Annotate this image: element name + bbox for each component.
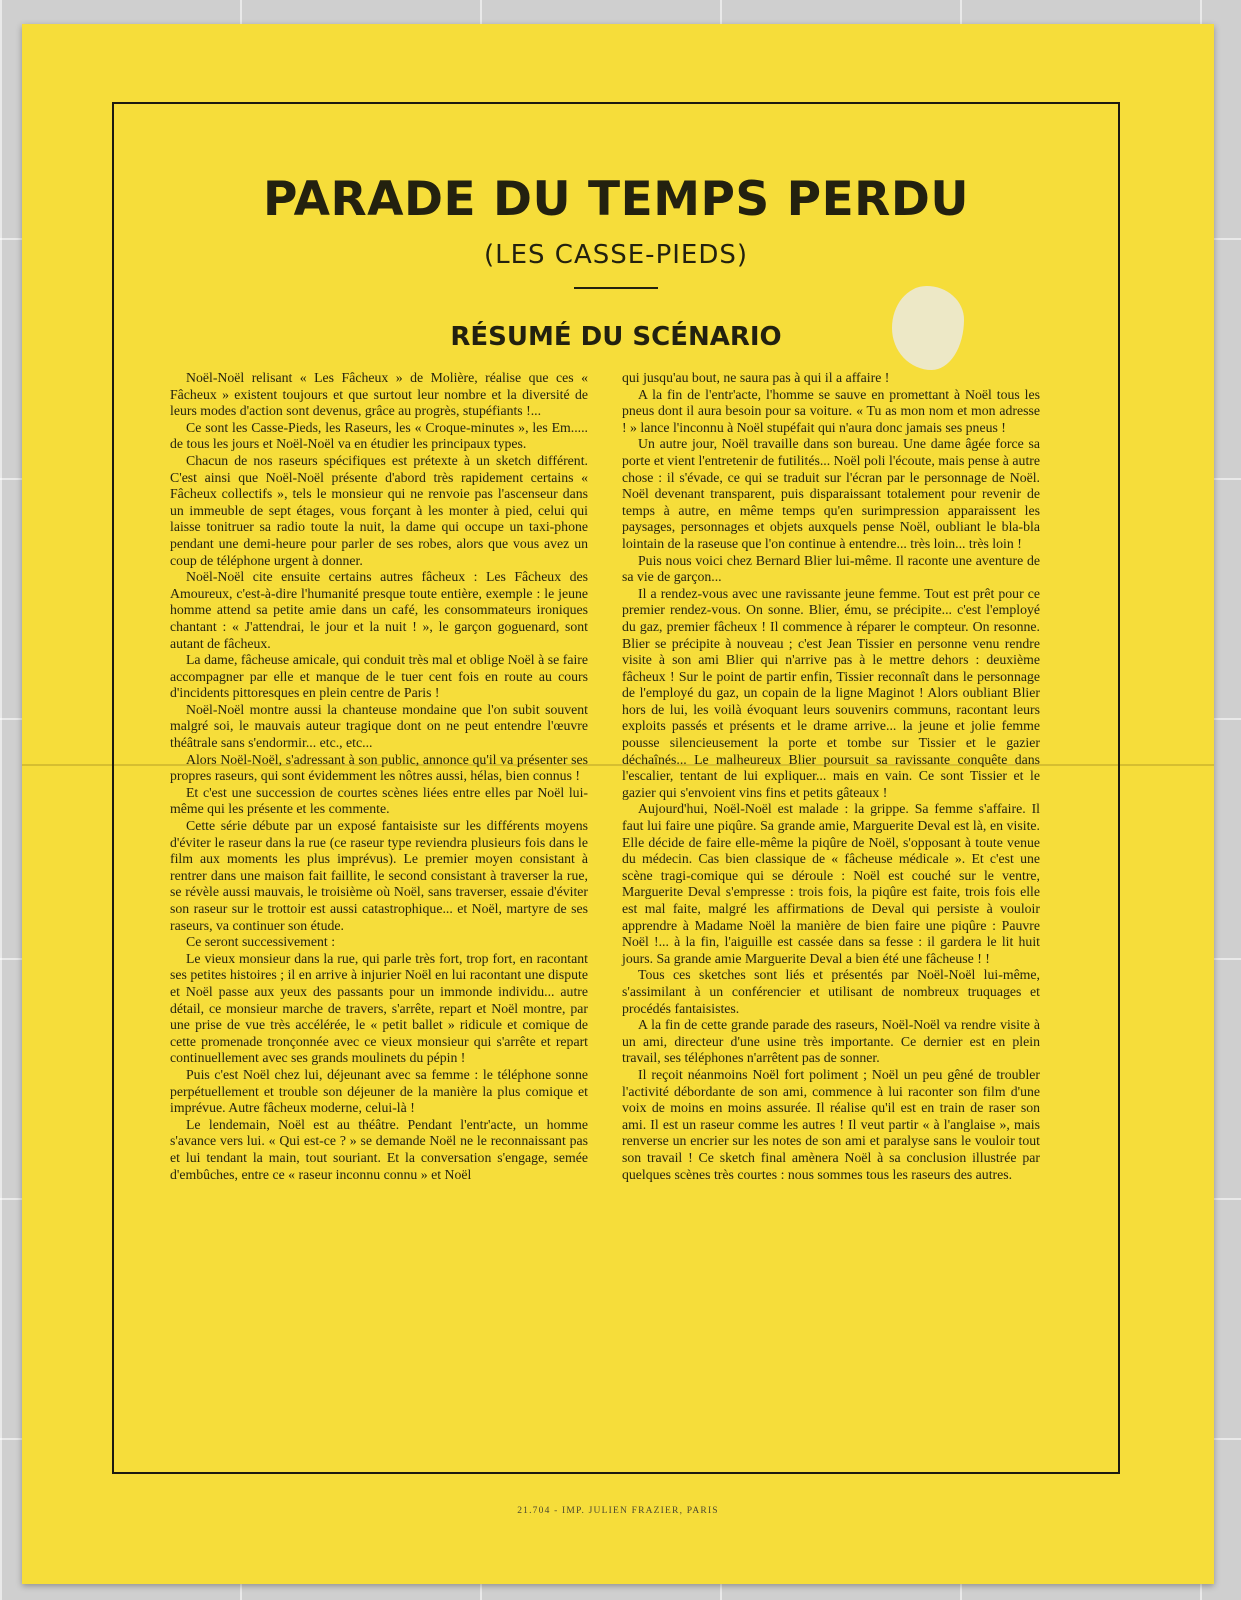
paragraph: A la fin de l'entr'acte, l'homme se sauve en promettant à Noël tous les pneus dont il aura besoin pour sa voiture. « Tu as mon nom et mon adresse ! » lance l'inconnu à Noël stupéfait qui n'aura donc jamais ses pneus ! — [622, 386, 1040, 435]
printer-imprint: 21.704 - IMP. JULIEN FRAZIER, PARIS — [517, 1506, 719, 1516]
paragraph: La dame, fâcheuse amicale, qui conduit très mal et oblige Noël à se faire accompagner par elle et manque de le tuer cent fois en route au cours d'incidents pittoresques en plein centre de Paris ! — [170, 652, 588, 701]
paragraph: Tous ces sketches sont liés et présentés par Noël-Noël lui-même, s'assimilant à un conférencier et utilisant de nombreux truquages et procédés fantaisistes. — [622, 967, 1040, 1016]
paragraph: Alors Noël-Noël, s'adressant à son public, annonce qu'il va présenter ses propres raseurs, qui sont évidemment les nôtres aussi, hélas, bien connus ! — [170, 751, 588, 784]
paragraph: Le vieux monsieur dans la rue, qui parle très fort, trop fort, en racontant ses petites histoires ; il en arrive à injurier Noël en lui racontant une dispute et Noël passe aux yeux des passants pour un immonde individu... autre détail, ce monsieur marche de travers, s'arrête, repart et Noël montre, par une prise de vue très accélérée, le « petit ballet » ridicule et comique de cette promenade tronçonnée avec ce vieux monsieur qui s'arrête et repart continuellement avec ses grands moulinets du pépin ! — [170, 950, 588, 1066]
paragraph: Un autre jour, Noël travaille dans son bureau. Une dame âgée force sa porte et vient l'entretenir de futilités... Noël poli l'écoute, mais pense à autre chose : il s'évade, ce qui se traduit sur l'écran par le personnage de Noël. Noël devenant transparent, puis disparaissant totalement pour revenir de temps à autre, en même temps qu'en surimpression apparaissent les paysages, personnages et objets auxquels pense Noël, oubliant le bla-bla lointain de la raseuse que l'on continue à entendre... très loin... très loin ! — [622, 436, 1040, 551]
paragraph-continuation: qui jusqu'au bout, ne saura pas à qui il a affaire ! — [622, 370, 890, 385]
title-divider — [574, 287, 658, 289]
paragraph: A la fin de cette grande parade des raseurs, Noël-Noël va rendre visite à un ami, directeur d'une usine très importante. Ce dernier est en plein travail, ses téléphones n'arrêtent pas de sonner. — [622, 1017, 1040, 1066]
paragraph: Puis c'est Noël chez lui, déjeunant avec sa femme : le téléphone sonne perpétuellement et trouble son déjeuner de la manière la plus comique et imprévue. Autre fâcheux moderne, celui-là ! — [170, 1066, 588, 1116]
left-text-column — [170, 370, 588, 1183]
paragraph: Ce seront successivement : — [186, 934, 336, 950]
paragraph: Chacun de nos raseurs spécifiques est prétexte à un sketch différent. C'est ainsi que Noël-Noël présente d'abord très rapidement certains « Fâcheux collectifs », tels le monsieur qui ne renvoie pas l'ascenseur dans un immeuble de sept étages, vous forçant à les monter à pied, celui qui laisse tonitruer sa radio toute la nuit, la dame qui occupe un taxi-phone pendant une demi-heure pour parler de ses robes, alors que vous avez un coup de téléphone urgent à donner. — [170, 452, 588, 568]
right-text-column — [622, 370, 1040, 1183]
paragraph: Noël-Noël cite ensuite certains autres fâcheux : Les Fâcheux des Amoureux, c'est-à-dire l'humanité presque toute entière, exemple : le jeune homme attend sa petite amie dans un café, les consommateurs ironiques chantant : « J'attendrai, le jour et la nuit ! », le garçon goguenard, sont autant de fâcheux. — [170, 569, 588, 651]
paragraph: Le lendemain, Noël est au théâtre. Pendant l'entr'acte, un homme s'avance vers lui. « Qui est-ce ? » se demande Noël ne le reconnaissant pas et lui tendant la main, tout souriant. Et la conversation s'engage, semée d'embûches, entre ce « raseur inconnu connu » et Noël — [170, 1116, 588, 1182]
section-heading: RÉSUMÉ DU SCÉNARIO — [450, 322, 782, 352]
paragraph: Il a rendez-vous avec une ravissante jeune femme. Tout est prêt pour ce premier rendez-vous. On sonne. Blier, ému, se précipite... c'est l'employé du gaz, premier fâcheux ! Il commence à réparer le compteur. On resonne. Blier se précipite à nouveau ; c'est Jean Tissier en personne venu rendre visite à son ami Blier qui n'arrive pas à le mettre dehors : deuxième fâcheux ! Sur le point de partir enfin, Tissier reconnaît dans le personnage de l'employé du gaz, un copain de la ligne Maginot ! Alors oubliant Blier hors de lui, les voilà évoquant leurs souvenirs communs, racontant leurs exploits passés et présents et le drame arrive... la jeune et jolie femme pousse silencieusement la porte et tombe sur Tissier et le gazier déchaînés... Le malheureux Blier poursuit sa ravissante conquête dans l'escalier, tentant de lui expliquer... mais en vain. Ce sont Tissier et le gazier qui s'envoient vins fins et petits gâteaux ! — [622, 585, 1040, 800]
paragraph: Il reçoit néanmoins Noël fort poliment ; Noël un peu gêné de troubler l'activité débordante de son ami, commence à lui raconter son film d'une voix de moins en moins assurée. Il réalise qu'il est en train de raser son ami. Il est un raseur comme les autres ! Il veut partir « à l'anglaise », mais renverse un encrier sur les notes de son ami et paralyse sans le vouloir tout son travail ! Ce sketch final amènera Noël à sa conclusion illustrée par quelques scènes très courtes : nous sommes tous les raseurs des autres. — [622, 1066, 1040, 1182]
paragraph: Cette série débute par un exposé fantaisiste sur les différents moyens d'éviter le raseur dans la rue (ce raseur type reviendra plusieurs fois dans le film aux moments les plus imprévus). Le premier moyen consistant à rentrer dans une maison fait faillite, le second consistant à traverser la rue, se révèle aussi mauvais, le troisième où Noël, sans traverser, essaie d'éviter son raseur sur le trottoir est aussi catastrophique... et Noël, martyre de ses raseurs, va continuer son étude. — [170, 818, 588, 933]
document-title: PARADE DU TEMPS PERDU — [262, 172, 970, 227]
yellow-flyer — [22, 24, 1214, 1584]
paragraph: Et c'est une succession de courtes scènes liées entre elles par Noël lui-même qui les présente et les commente. — [170, 784, 588, 817]
paragraph: Puis nous voici chez Bernard Blier lui-même. Il raconte une aventure de sa vie de garçon... — [622, 552, 1040, 585]
paragraph: Noël-Noël relisant « Les Fâcheux » de Molière, réalise que ces « Fâcheux » existent toujours et que surtout leur nombre et la diversité de leurs modes d'action sont devenus, grâce au progrès, stupéfiants !... — [170, 370, 588, 419]
document-subtitle: (LES CASSE-PIEDS) — [483, 240, 749, 270]
content-frame — [112, 102, 1120, 1474]
paragraph: Aujourd'hui, Noël-Noël est malade : la grippe. Sa femme s'affaire. Il faut lui faire une piqûre. Sa grande amie, Marguerite Deval est là, en visite. Elle décide de faire elle-même la piqûre de Noël, s'opposant à toute venue du médecin. Cas bien classique de « fâcheuse médicale ». Et c'est une scène tragi-comique qui se déroule : Noël est couché sur le ventre, Marguerite Deval s'empresse : trois fois, la piqûre est faite, trois fois elle est mal faite, malgré les affirmations de Deval qui persiste à vouloir apprendre à Madame Noël la manière de bien faire une piqûre : Pauvre Noël !... à la fin, l'aiguille est cassée dans sa fesse : il gardera le lit huit jours. Sa grande amie Marguerite Deval a bien été une fâcheuse ! ! — [622, 801, 1040, 966]
paragraph: Noël-Noël montre aussi la chanteuse mondaine que l'on subit souvent malgré soi, le mauvais auteur tragique dont on ne peut entendre l'œuvre théâtrale sans s'endormir... etc., etc... — [170, 701, 588, 751]
paragraph: Ce sont les Casse-Pieds, les Raseurs, les « Croque-minutes », les Em..... de tous les jours et Noël-Noël va en étudier les principaux types. — [170, 419, 588, 452]
